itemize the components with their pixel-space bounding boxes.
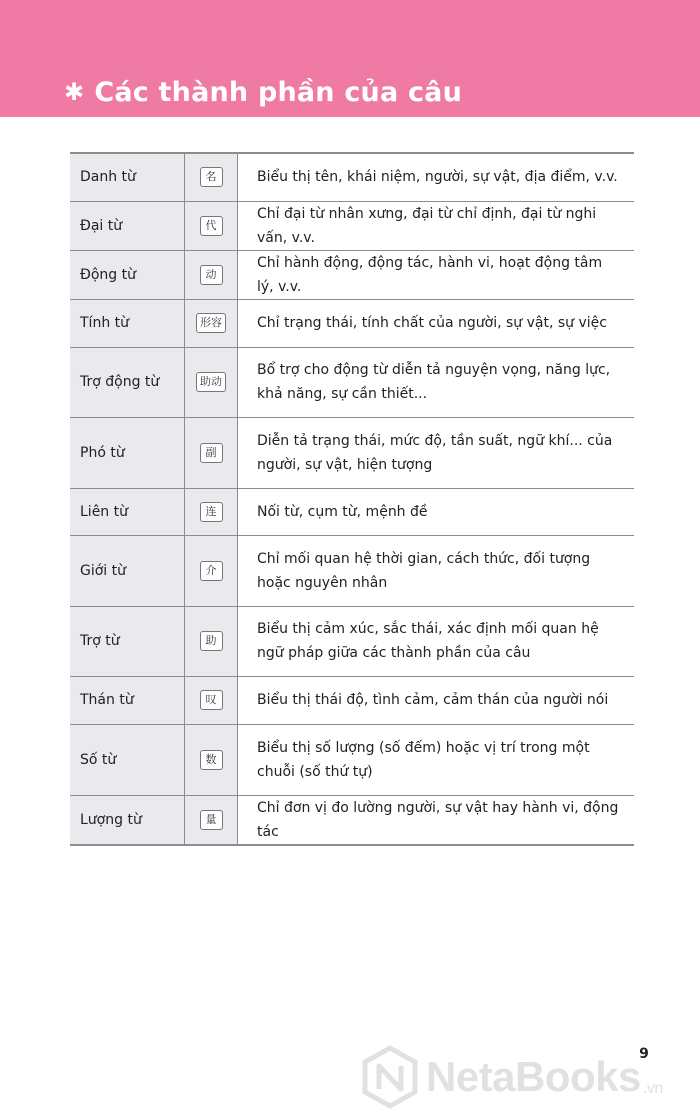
parts-of-speech-table [70,152,634,846]
abbr-cell [185,724,238,795]
abbr-badge: 名 [200,167,223,187]
table-row [70,488,634,535]
desc-cell: Biểu thị cảm xúc, sắc thái, xác định mối quan hệ ngữ pháp giữa các thành phần của câu [257,621,599,661]
abbr-badge: 助 [200,631,223,651]
table-row [70,724,634,795]
abbr-badge: 叹 [200,690,223,710]
table-row [70,535,634,606]
abbr-badge: 量 [200,810,223,830]
table-row [70,153,634,201]
term-cell: Giới từ [70,535,185,606]
desc-cell: Biểu thị thái độ, tình cảm, cảm thán của người nói [257,692,609,708]
abbr-badge: 副 [200,443,223,463]
term-cell: Số từ [70,724,185,795]
page-title [64,72,462,112]
table-row [70,201,634,250]
term-cell: Động từ [70,250,185,299]
abbr-cell [185,153,238,201]
term-cell: Tính từ [70,299,185,347]
table-row [70,250,634,299]
desc-cell: Chỉ đại từ nhân xưng, đại từ chỉ định, đại từ nghi vấn, v.v. [257,205,597,246]
desc-cell: Biểu thị tên, khái niệm, người, sự vật, địa điểm, v.v. [257,169,618,186]
page-title-text: Các thành phần của câu [94,76,463,108]
term-cell: Lượng từ [70,795,185,845]
watermark-suffix: .vn [642,1080,663,1097]
desc-cell: Chỉ trạng thái, tính chất của người, sự vật, sự việc [257,315,607,331]
abbr-cell [185,676,238,724]
asterisk-icon: ✱ [64,78,85,106]
watermark-text: NetaBooks [426,1053,641,1100]
abbr-cell [185,535,238,606]
abbr-badge: 形容 [196,313,226,333]
abbr-cell [185,606,238,676]
desc-cell: Nối từ, cụm từ, mệnh đề [257,503,428,520]
abbr-badge: 代 [200,216,223,236]
abbr-cell [185,417,238,488]
abbr-cell [185,299,238,347]
desc-cell: Diễn tả trạng thái, mức độ, tần suất, ngữ khí... của người, sự vật, hiện tượng [257,432,613,473]
abbr-cell [185,201,238,250]
table-row [70,417,634,488]
desc-cell: Chỉ mối quan hệ thời gian, cách thức, đối tượng hoặc nguyên nhân [257,550,591,591]
abbr-cell [185,250,238,299]
term-cell: Thán từ [70,676,185,724]
table-row [70,299,634,347]
term-cell: Đại từ [70,201,185,250]
abbr-badge: 助动 [196,372,226,392]
abbr-badge: 数 [200,750,223,770]
page-header [0,0,700,117]
abbr-cell [185,795,238,845]
term-cell: Danh từ [70,153,185,201]
watermark [362,1042,663,1112]
desc-cell: Bổ trợ cho động từ diễn tả nguyện vọng, năng lực, khả năng, sự cần thiết... [257,362,611,402]
desc-cell: Chỉ đơn vị đo lường người, sự vật hay hành vi, động tác [257,799,619,840]
term-cell: Phó từ [70,417,185,488]
page-number: 9 [639,1046,649,1062]
abbr-cell [185,488,238,535]
abbr-badge: 连 [200,502,223,522]
term-cell: Trợ từ [70,606,185,676]
abbr-badge: 动 [200,265,223,285]
desc-cell: Biểu thị số lượng (số đếm) hoặc vị trí trong một chuỗi (số thứ tự) [257,739,590,780]
desc-cell: Chỉ hành động, động tác, hành vi, hoạt động tâm lý, v.v. [257,254,603,295]
table-row [70,347,634,417]
term-cell: Trợ động từ [70,347,185,417]
netabooks-logo-icon [362,1045,418,1109]
abbr-badge: 介 [200,561,223,581]
abbr-cell [185,347,238,417]
term-cell: Liên từ [70,488,185,535]
table-row [70,795,634,845]
table-row [70,606,634,676]
table-row [70,676,634,724]
